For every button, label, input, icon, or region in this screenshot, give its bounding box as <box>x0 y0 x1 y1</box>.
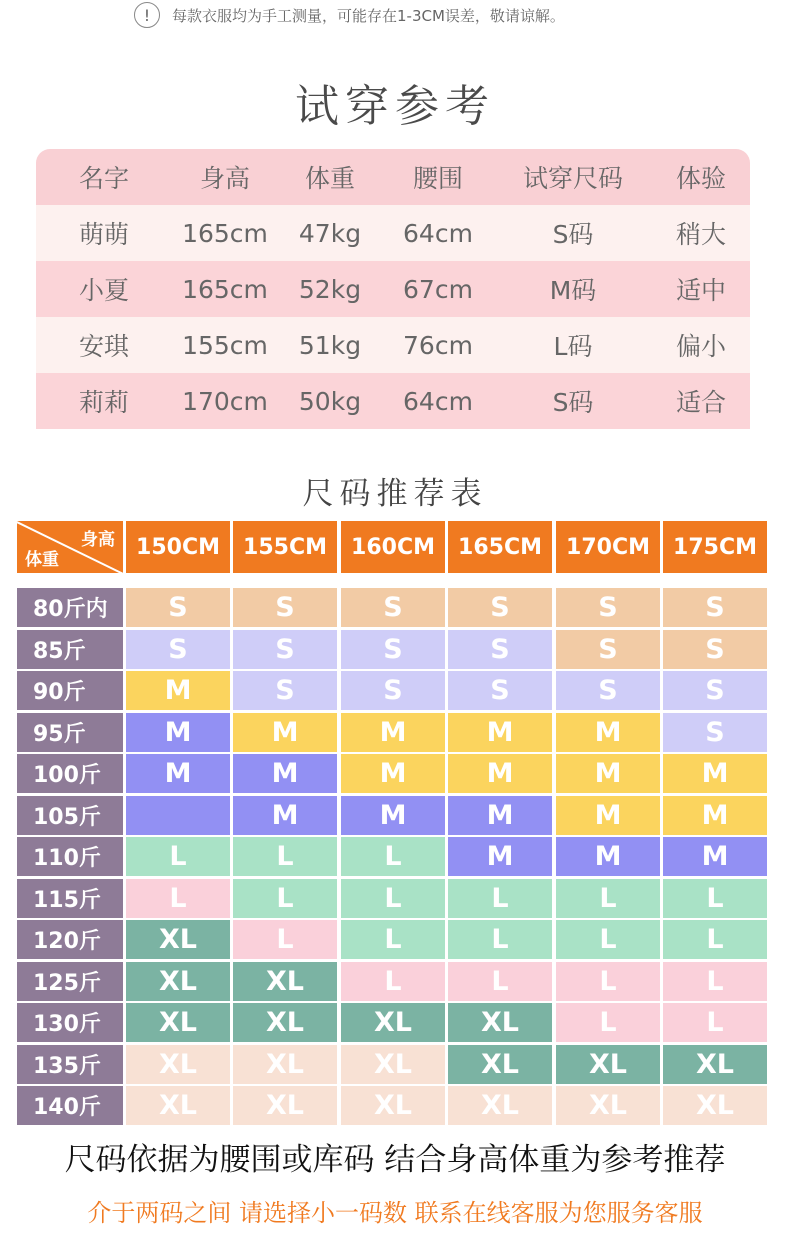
size-cell: L <box>233 837 337 876</box>
weight-label: 120斤 <box>17 920 123 959</box>
size-cell: S <box>233 588 337 627</box>
size-cell: S <box>448 630 552 669</box>
weight-label: 95斤 <box>17 713 123 752</box>
exclamation-icon: ! <box>134 2 160 28</box>
size-cell: M <box>341 713 445 752</box>
size-cell: M <box>663 754 767 793</box>
size-cell: L <box>233 879 337 918</box>
cell-size: S码 <box>552 220 594 249</box>
height-header: 150CM <box>126 521 230 573</box>
cell-weight: 52kg <box>298 274 362 304</box>
table-row <box>36 317 750 373</box>
cell-name: 安琪 <box>78 332 129 361</box>
size-cell: XL <box>233 1086 337 1125</box>
cell-name: 莉莉 <box>78 388 129 417</box>
corner-header <box>17 521 123 573</box>
cell-name: 萌萌 <box>78 220 129 249</box>
weight-label: 90斤 <box>17 671 123 710</box>
size-cell: M <box>233 796 337 835</box>
weight-label: 105斤 <box>17 796 123 835</box>
cell-experience: 适中 <box>675 276 726 305</box>
table-row <box>36 205 750 261</box>
cell-waist: 67cm <box>403 274 473 304</box>
size-cell: XL <box>233 962 337 1001</box>
size-cell: L <box>341 962 445 1001</box>
size-chart-title: 尺码推荐表 <box>302 476 488 512</box>
size-cell: L <box>663 1003 767 1042</box>
size-cell: M <box>448 754 552 793</box>
cell-size: S码 <box>552 388 594 417</box>
cell-weight: 47kg <box>298 218 362 248</box>
size-cell: L <box>663 962 767 1001</box>
size-cell: XL <box>341 1003 445 1042</box>
size-cell: M <box>126 754 230 793</box>
size-cell: XL <box>233 1003 337 1042</box>
size-cell: L <box>341 837 445 876</box>
cell-waist: 64cm <box>403 218 473 248</box>
size-cell: S <box>126 588 230 627</box>
weight-label: 85斤 <box>17 630 123 669</box>
cell-size: M码 <box>549 276 597 305</box>
cell-experience: 适合 <box>675 388 726 417</box>
size-cell: S <box>663 671 767 710</box>
size-cell: L <box>233 920 337 959</box>
header-weight: 体重 <box>304 164 355 193</box>
fit-reference-table <box>36 149 750 429</box>
size-cell: M <box>126 713 230 752</box>
cell-weight: 50kg <box>298 386 362 416</box>
size-cell: XL <box>448 1003 552 1042</box>
size-cell: XL <box>126 1086 230 1125</box>
size-cell: M <box>126 671 230 710</box>
size-cell: M <box>556 837 660 876</box>
size-cell: XL <box>126 1045 230 1084</box>
cell-height: 170cm <box>182 386 268 416</box>
corner-height-label: 身高 <box>81 530 115 550</box>
cell-waist: 76cm <box>403 330 473 360</box>
size-cell: L <box>556 962 660 1001</box>
cell-height: 165cm <box>182 218 268 248</box>
size-cell: S <box>448 671 552 710</box>
size-cell: XL <box>556 1045 660 1084</box>
weight-label: 100斤 <box>17 754 123 793</box>
weight-label: 135斤 <box>17 1045 123 1084</box>
size-cell: XL <box>663 1086 767 1125</box>
notice-text: 每款衣服均为手工测量，可能存在1-3CM误差，敬请谅解。 <box>172 6 565 25</box>
weight-label: 80斤内 <box>17 588 123 627</box>
fit-section-title: 试穿参考 <box>295 81 495 132</box>
size-cell: XL <box>126 920 230 959</box>
height-header: 165CM <box>448 521 552 573</box>
size-cell: XL <box>233 1045 337 1084</box>
height-header: 160CM <box>341 521 445 573</box>
size-cell: S <box>341 588 445 627</box>
size-cell: S <box>233 630 337 669</box>
size-cell: XL <box>341 1086 445 1125</box>
header-waist: 腰围 <box>412 164 463 193</box>
fit-table-header <box>36 149 750 205</box>
cell-experience: 偏小 <box>675 332 726 361</box>
weight-label: 110斤 <box>17 837 123 876</box>
size-cell: S <box>663 713 767 752</box>
header-size: 试穿尺码 <box>522 164 623 193</box>
measurement-notice <box>134 0 565 30</box>
weight-label: 125斤 <box>17 962 123 1001</box>
size-advice-note: 介于两码之间 请选择小一码数 联系在线客服为您服务客服 <box>87 1199 703 1227</box>
size-cell: XL <box>663 1045 767 1084</box>
size-cell: XL <box>126 1003 230 1042</box>
size-cell: M <box>556 796 660 835</box>
cell-height: 155cm <box>182 330 268 360</box>
size-cell: XL <box>556 1086 660 1125</box>
height-header: 175CM <box>663 521 767 573</box>
size-cell: S <box>556 630 660 669</box>
size-cell: XL <box>448 1086 552 1125</box>
size-cell: XL <box>341 1045 445 1084</box>
size-cell: L <box>556 920 660 959</box>
size-cell: L <box>448 962 552 1001</box>
size-cell: M <box>341 754 445 793</box>
size-cell: M <box>233 713 337 752</box>
cell-height: 165cm <box>182 274 268 304</box>
size-cell: L <box>126 879 230 918</box>
corner-weight-label: 体重 <box>25 550 59 570</box>
size-cell: S <box>126 630 230 669</box>
size-cell: M <box>233 754 337 793</box>
size-cell: S <box>556 671 660 710</box>
size-cell: M <box>341 796 445 835</box>
size-cell: M <box>448 713 552 752</box>
header-height: 身高 <box>199 164 250 193</box>
size-cell: L <box>556 1003 660 1042</box>
cell-experience: 稍大 <box>675 220 726 249</box>
cell-size: L码 <box>553 332 593 361</box>
size-cell: L <box>663 920 767 959</box>
size-cell: XL <box>448 1045 552 1084</box>
size-cell <box>126 796 230 835</box>
size-cell: M <box>448 796 552 835</box>
weight-label: 115斤 <box>17 879 123 918</box>
size-cell: S <box>341 671 445 710</box>
size-cell: S <box>663 588 767 627</box>
size-basis-note: 尺码依据为腰围或库码 结合身高体重为参考推荐 <box>64 1142 726 1178</box>
cell-name: 小夏 <box>78 276 129 305</box>
size-cell: M <box>448 837 552 876</box>
size-cell: M <box>556 713 660 752</box>
table-row <box>36 261 750 317</box>
cell-weight: 51kg <box>298 330 362 360</box>
size-cell: L <box>448 879 552 918</box>
size-cell: M <box>556 754 660 793</box>
size-cell: S <box>556 588 660 627</box>
weight-label: 130斤 <box>17 1003 123 1042</box>
size-cell: L <box>556 879 660 918</box>
height-header: 155CM <box>233 521 337 573</box>
size-cell: S <box>341 630 445 669</box>
size-cell: L <box>448 920 552 959</box>
header-name: 名字 <box>78 164 129 193</box>
size-cell: S <box>233 671 337 710</box>
header-experience: 体验 <box>675 164 726 193</box>
size-cell: XL <box>126 962 230 1001</box>
size-cell: L <box>126 837 230 876</box>
size-cell: M <box>663 796 767 835</box>
size-cell: L <box>341 879 445 918</box>
cell-waist: 64cm <box>403 386 473 416</box>
size-cell: L <box>341 920 445 959</box>
weight-label: 140斤 <box>17 1086 123 1125</box>
height-header: 170CM <box>556 521 660 573</box>
size-cell: L <box>663 879 767 918</box>
size-cell: S <box>663 630 767 669</box>
size-cell: S <box>448 588 552 627</box>
table-row <box>36 373 750 429</box>
size-cell: M <box>663 837 767 876</box>
